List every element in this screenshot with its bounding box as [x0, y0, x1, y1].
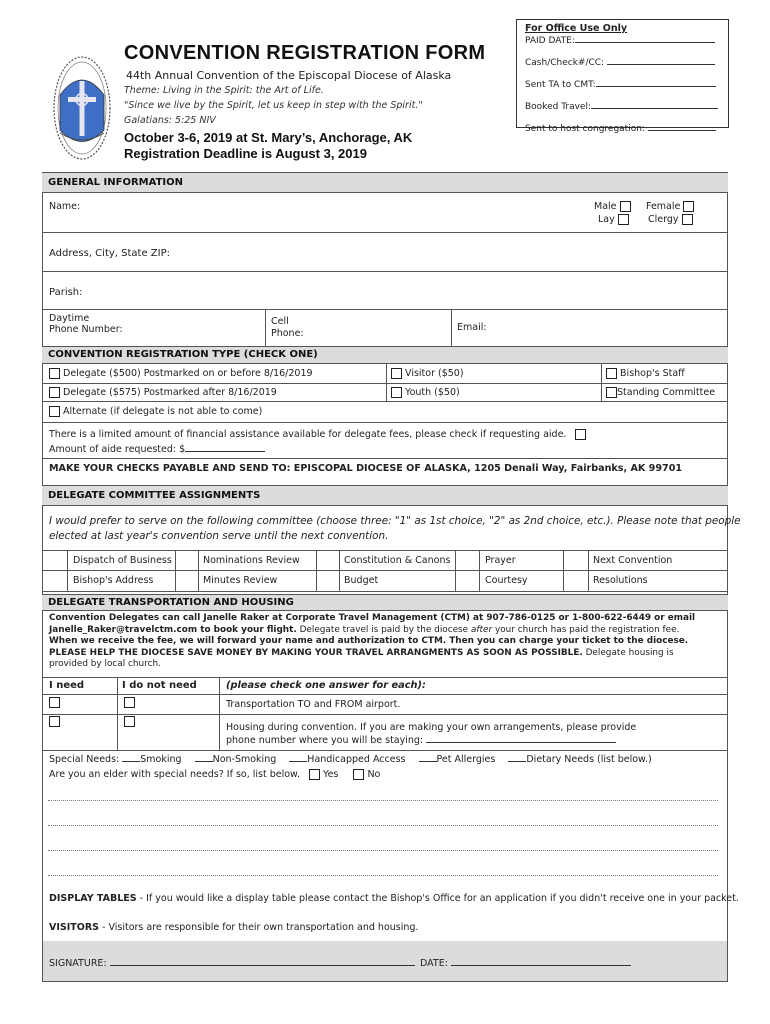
section-general-information: GENERAL INFORMATION — [42, 172, 728, 193]
special-needs-line-4[interactable] — [48, 875, 718, 876]
name-label: Name: — [49, 201, 81, 212]
delegate-575-checkbox[interactable] — [49, 387, 60, 398]
office-use-box — [516, 19, 729, 134]
need-handicapped[interactable]: Handicapped Access — [307, 754, 406, 765]
office-sent-host[interactable]: Sent to host congregation: — [525, 122, 720, 134]
lay-checkbox[interactable] — [618, 214, 629, 225]
email-label: Email: — [457, 322, 487, 333]
housing-option: Housing during convention. If you are making your own arrangements, please provide phone number where you will be staying: — [226, 722, 637, 746]
convention-dates: October 3-6, 2019 at St. Mary’s, Anchorage, AK — [124, 130, 413, 145]
need-pet-allergies[interactable]: Pet Allergies — [436, 754, 496, 765]
transport-airport-option: Transportation TO and FROM airport. — [226, 699, 401, 710]
lay-option[interactable]: Lay — [598, 214, 629, 225]
alternate-checkbox[interactable] — [49, 406, 60, 417]
transport-instructions: Convention Delegates can call Janelle Raker at Corporate Travel Management (CTM) at 907-786-0125 or 1-800-622-6449 or email Janelle_Raker@travelctm.com to book your flight. Delegate travel is paid by the diocese after your church has paid the registration fee. When we receive the fee, we will forward your name and authorization to CTM. Then you can charge your ticket to the diocese. PLEASE HELP THE DIOCESE SAVE MONEY BY MAKING YOUR TRAVEL ARRANGMENTS AS SOON AS POSSIBLE. Delegate housing is provided by local church. — [49, 613, 696, 669]
theme-quote: "Since we live by the Spirit, let us keep in step with the Spirit." — [124, 100, 423, 111]
need-non-smoking[interactable]: Non-Smoking — [212, 754, 277, 765]
transport-need-checkbox[interactable] — [49, 697, 60, 708]
display-tables-note: DISPLAY TABLES - If you would like a display table please contact the Bishop's Office for an application if you didn't receive one in your packet. — [49, 893, 739, 904]
office-booked-travel[interactable]: Booked Travel: — [525, 100, 720, 112]
youth-checkbox[interactable] — [391, 387, 402, 398]
elder-no-checkbox[interactable] — [353, 769, 364, 780]
delegate-575-option[interactable]: Delegate ($575) Postmarked after 8/16/2019 — [49, 387, 277, 398]
cell-phone-label: Cell Phone: — [271, 316, 304, 339]
housing-not-need-checkbox[interactable] — [124, 716, 135, 727]
housing-phone-field[interactable]: phone number where you will be staying: — [226, 734, 636, 747]
bishop-staff-checkbox[interactable] — [606, 368, 617, 379]
col-check-instruction: (please check one answer for each): — [226, 680, 426, 691]
signature-field[interactable]: SIGNATURE: — [49, 957, 415, 969]
elder-question: Are you an elder with special needs? If so, list below. Yes No — [49, 769, 381, 780]
committee-instructions: I would prefer to serve on the following committee (choose three: "1" as 1st choice, "2" as 2nd choice, etc.). Please note that people elected at last year's convention serve until the next convention. — [49, 515, 741, 542]
visitors-note: VISITORS - Visitors are responsible for their own transportation and housing. — [49, 922, 419, 933]
payable-instructions: MAKE YOUR CHECKS PAYABLE AND SEND TO: EPISCOPAL DIOCESE OF ALASKA, 1205 Denali Way, Fairbanks, AK 99701 — [49, 463, 683, 474]
need-smoking[interactable]: Smoking — [140, 754, 182, 765]
clergy-checkbox[interactable] — [682, 214, 693, 225]
committee-next-convention: Next Convention — [593, 555, 673, 566]
special-needs-row: Special Needs: Smoking Non-Smoking Handicapped Access Pet Allergies Dietary Needs (list below.) — [49, 754, 652, 765]
special-needs-line-3[interactable] — [48, 850, 718, 851]
diocese-seal-icon — [52, 55, 112, 161]
office-sent-ta[interactable]: Sent TA to CMT: — [525, 78, 720, 90]
office-use-title: For Office Use Only — [525, 23, 628, 34]
elder-yes-checkbox[interactable] — [309, 769, 320, 780]
standing-committee-option[interactable]: Standing Committee — [606, 387, 715, 398]
delegate-500-option[interactable]: Delegate ($500) Postmarked on or before 8/16/2019 — [49, 368, 313, 379]
alternate-option[interactable]: Alternate (if delegate is not able to come) — [49, 406, 262, 417]
committee-constitution: Constitution & Canons — [344, 555, 451, 566]
daytime-phone-label: Daytime Phone Number: — [49, 313, 123, 335]
committee-dispatch: Dispatch of Business — [73, 555, 172, 566]
committee-courtesy: Courtesy — [485, 575, 528, 586]
section-committee-assignments: DELEGATE COMMITTEE ASSIGNMENTS — [42, 485, 728, 506]
office-payment-ref[interactable]: Cash/Check#/CC: — [525, 56, 720, 68]
section-registration-type: CONVENTION REGISTRATION TYPE (CHECK ONE) — [42, 346, 728, 364]
parish-label: Parish: — [49, 287, 83, 298]
committee-prayer: Prayer — [485, 555, 516, 566]
standing-committee-checkbox[interactable] — [606, 387, 617, 398]
section-transportation-housing: DELEGATE TRANSPORTATION AND HOUSING — [42, 594, 728, 611]
address-label: Address, City, State ZIP: — [49, 248, 170, 259]
col-i-need: I need — [49, 680, 85, 691]
visitor-option[interactable]: Visitor ($50) — [391, 368, 464, 379]
committee-nominations: Nominations Review — [203, 555, 300, 566]
committee-bishops-address: Bishop's Address — [73, 575, 154, 586]
delegate-500-checkbox[interactable] — [49, 368, 60, 379]
youth-option[interactable]: Youth ($50) — [391, 387, 460, 398]
housing-need-checkbox[interactable] — [49, 716, 60, 727]
special-needs-line-2[interactable] — [48, 825, 718, 826]
form-title: CONVENTION REGISTRATION FORM — [124, 42, 486, 64]
aid-amount-field[interactable]: Amount of aide requested: $ — [49, 443, 265, 455]
theme-text: Theme: Living in the Spirit: the Art of Life. — [124, 85, 324, 96]
gender-female-option[interactable]: Female — [646, 201, 694, 212]
clergy-option[interactable]: Clergy — [648, 214, 693, 225]
need-dietary[interactable]: Dietary Needs (list below.) — [526, 754, 652, 765]
committee-budget: Budget — [344, 575, 379, 586]
financial-aid-checkbox[interactable] — [575, 429, 586, 440]
visitor-checkbox[interactable] — [391, 368, 402, 379]
committee-resolutions: Resolutions — [593, 575, 648, 586]
registration-deadline: Registration Deadline is August 3, 2019 — [124, 146, 367, 161]
female-checkbox[interactable] — [683, 201, 694, 212]
date-field[interactable]: DATE: — [420, 957, 631, 969]
special-needs-line-1[interactable] — [48, 800, 718, 801]
convention-subtitle: 44th Annual Convention of the Episcopal Diocese of Alaska — [126, 69, 452, 82]
bishop-staff-option[interactable]: Bishop's Staff — [606, 368, 685, 379]
scripture-citation: Galatians: 5:25 NIV — [124, 115, 216, 126]
gender-male-option[interactable]: Male — [594, 201, 631, 212]
office-paid-date[interactable]: PAID DATE: — [525, 34, 720, 46]
male-checkbox[interactable] — [620, 201, 631, 212]
transport-not-need-checkbox[interactable] — [124, 697, 135, 708]
financial-aid-text: There is a limited amount of financial assistance available for delegate fees, please check if requesting aide. — [49, 429, 586, 440]
committee-minutes: Minutes Review — [203, 575, 278, 586]
col-i-do-not-need: I do not need — [122, 680, 197, 691]
